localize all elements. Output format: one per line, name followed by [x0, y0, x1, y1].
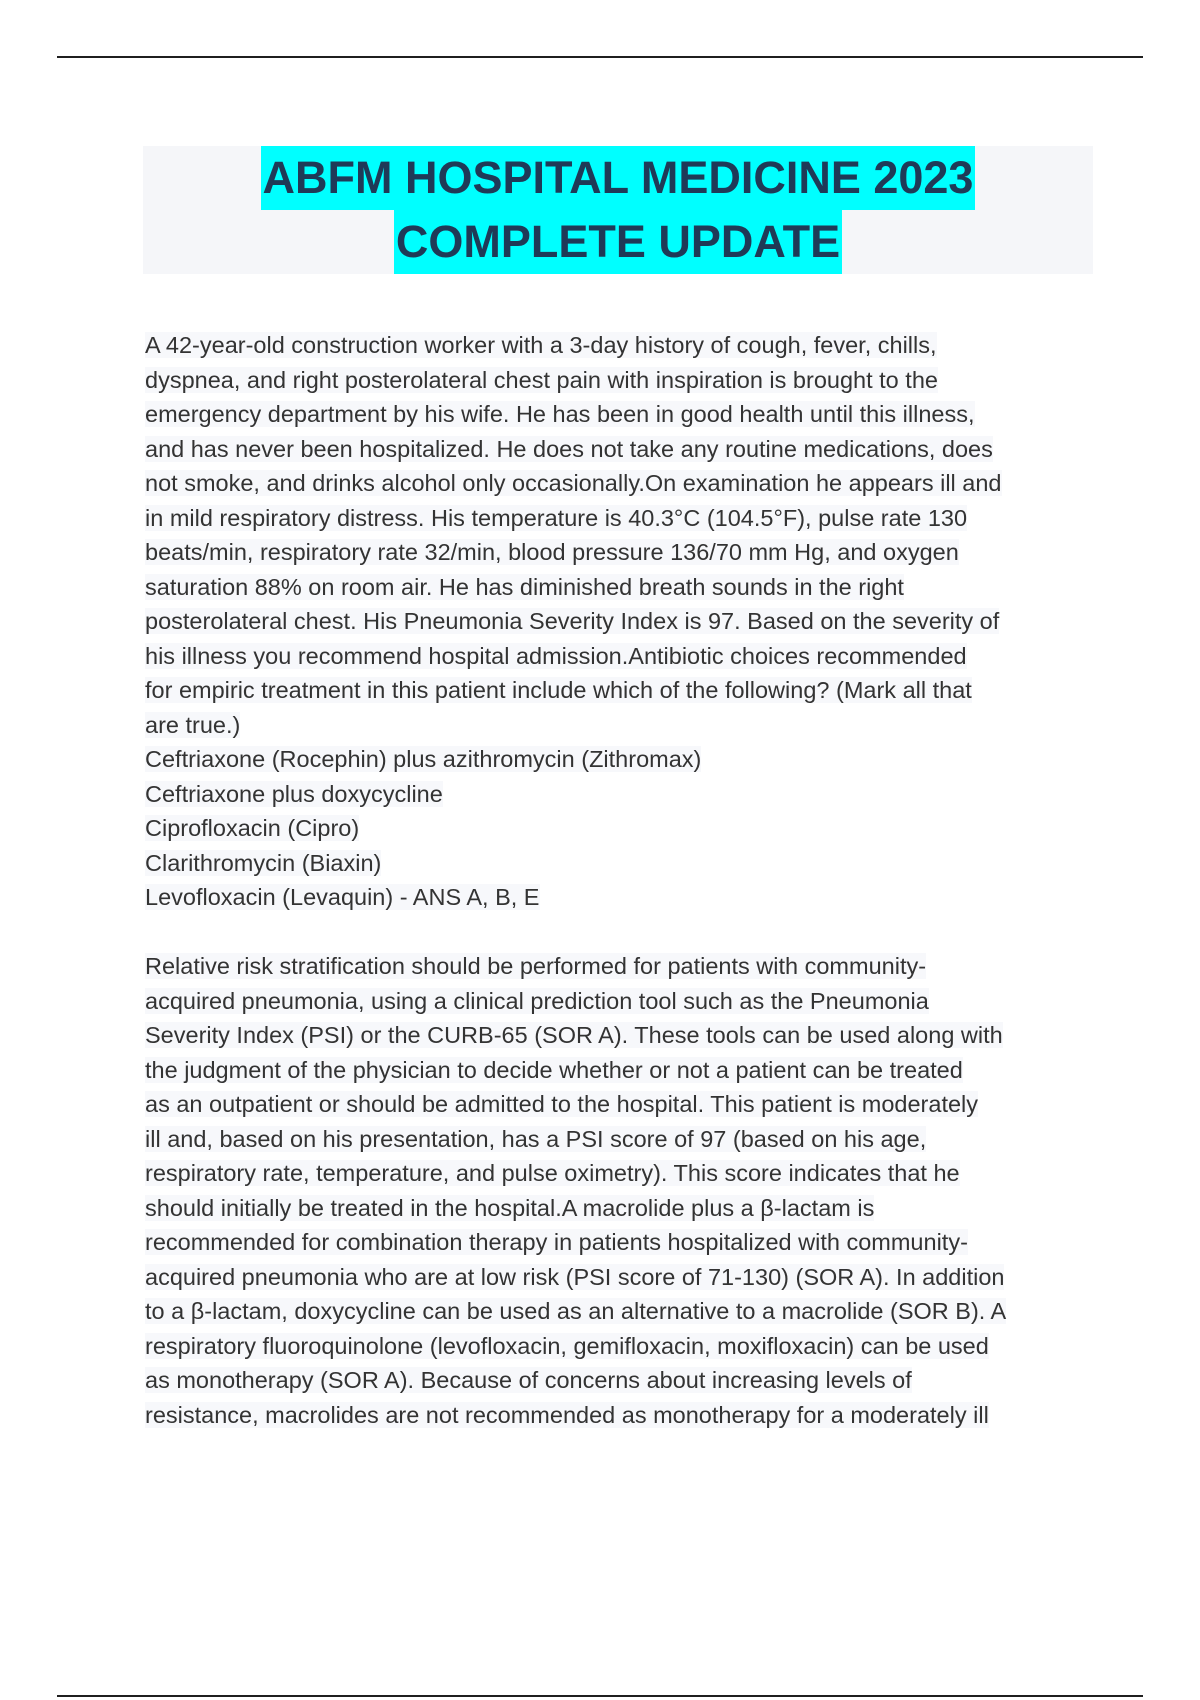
explanation-line: as an outpatient or should be admitted to the hospital. This patient is moderately	[145, 1091, 979, 1117]
explanation-line: respiratory fluoroquinolone (levofloxacin, gemifloxacin, moxifloxacin) can be used	[145, 1332, 989, 1359]
explanation-line: to a β-lactam, doxycycline can be used as an alternative to a macrolide (SOR B). A	[145, 1298, 1007, 1324]
page-title-line-1: ABFM HOSPITAL MEDICINE 2023	[261, 146, 976, 210]
title-banner	[143, 146, 1093, 274]
question-stem	[145, 328, 1095, 742]
explanation-line: should initially be treated in the hospital.A macrolide plus a β-lactam is	[145, 1194, 875, 1221]
question-line: posterolateral chest. His Pneumonia Severity Index is 97. Based on the severity of	[145, 608, 1000, 634]
document-body	[145, 328, 1095, 1432]
question-line: beats/min, respiratory rate 32/min, blood pressure 136/70 mm Hg, and oxygen	[145, 539, 959, 565]
explanation-line: Relative risk stratification should be performed for patients with community-	[145, 953, 927, 979]
question-line: and has never been hospitalized. He does not take any routine medications, does	[145, 435, 993, 462]
question-line: not smoke, and drinks alcohol only occasionally.On examination he appears ill and	[145, 470, 1002, 496]
question-line: for empiric treatment in this patient include which of the following? (Mark all that	[145, 677, 972, 703]
question-line: emergency department by his wife. He has been in good health until this illness,	[145, 401, 975, 427]
explanation-line: acquired pneumonia, using a clinical prediction tool such as the Pneumonia	[145, 987, 929, 1014]
explanation-line: ill and, based on his presentation, has a PSI score of 97 (based on his age,	[145, 1125, 927, 1152]
answer-option: Clarithromycin (Biaxin)	[145, 849, 382, 876]
explanation-line: the judgment of the physician to decide whether or not a patient can be treated	[145, 1056, 963, 1083]
question-line: saturation 88% on room air. He has diminished breath sounds in the right	[145, 573, 904, 600]
explanation-line: recommended for combination therapy in patients hospitalized with community-	[145, 1229, 968, 1255]
answer-option: Ceftriaxone (Rocephin) plus azithromycin (Zithromax)	[145, 746, 702, 772]
explanation-line: as monotherapy (SOR A). Because of concerns about increasing levels of	[145, 1367, 912, 1393]
page-title-line-2: COMPLETE UPDATE	[394, 210, 842, 274]
question-line: in mild respiratory distress. His temperature is 40.3°C (104.5°F), pulse rate 130	[145, 504, 968, 531]
answer-options	[145, 742, 1095, 915]
answer-option-with-key: Levofloxacin (Levaquin) - ANS A, B, E	[145, 884, 540, 910]
question-line: are true.)	[145, 711, 241, 738]
bottom-divider	[57, 1695, 1143, 1697]
question-line: A 42-year-old construction worker with a 3-day history of cough, fever, chills,	[145, 332, 937, 358]
explanation	[145, 949, 1095, 1432]
explanation-line: Severity Index (PSI) or the CURB-65 (SOR A). These tools can be used along with	[145, 1022, 1003, 1048]
answer-option: Ciprofloxacin (Cipro)	[145, 815, 360, 841]
explanation-line: resistance, macrolides are not recommended as monotherapy for a moderately ill	[145, 1401, 989, 1428]
paragraph-spacer	[145, 915, 1095, 950]
answer-option: Ceftriaxone plus doxycycline	[145, 780, 443, 807]
question-line: dyspnea, and right posterolateral chest pain with inspiration is brought to the	[145, 366, 938, 393]
question-line: his illness you recommend hospital admission.Antibiotic choices recommended	[145, 642, 967, 669]
explanation-line: respiratory rate, temperature, and pulse oximetry). This score indicates that he	[145, 1160, 960, 1186]
explanation-line: acquired pneumonia who are at low risk (PSI score of 71-130) (SOR A). In addition	[145, 1263, 1005, 1290]
top-divider	[57, 56, 1143, 58]
